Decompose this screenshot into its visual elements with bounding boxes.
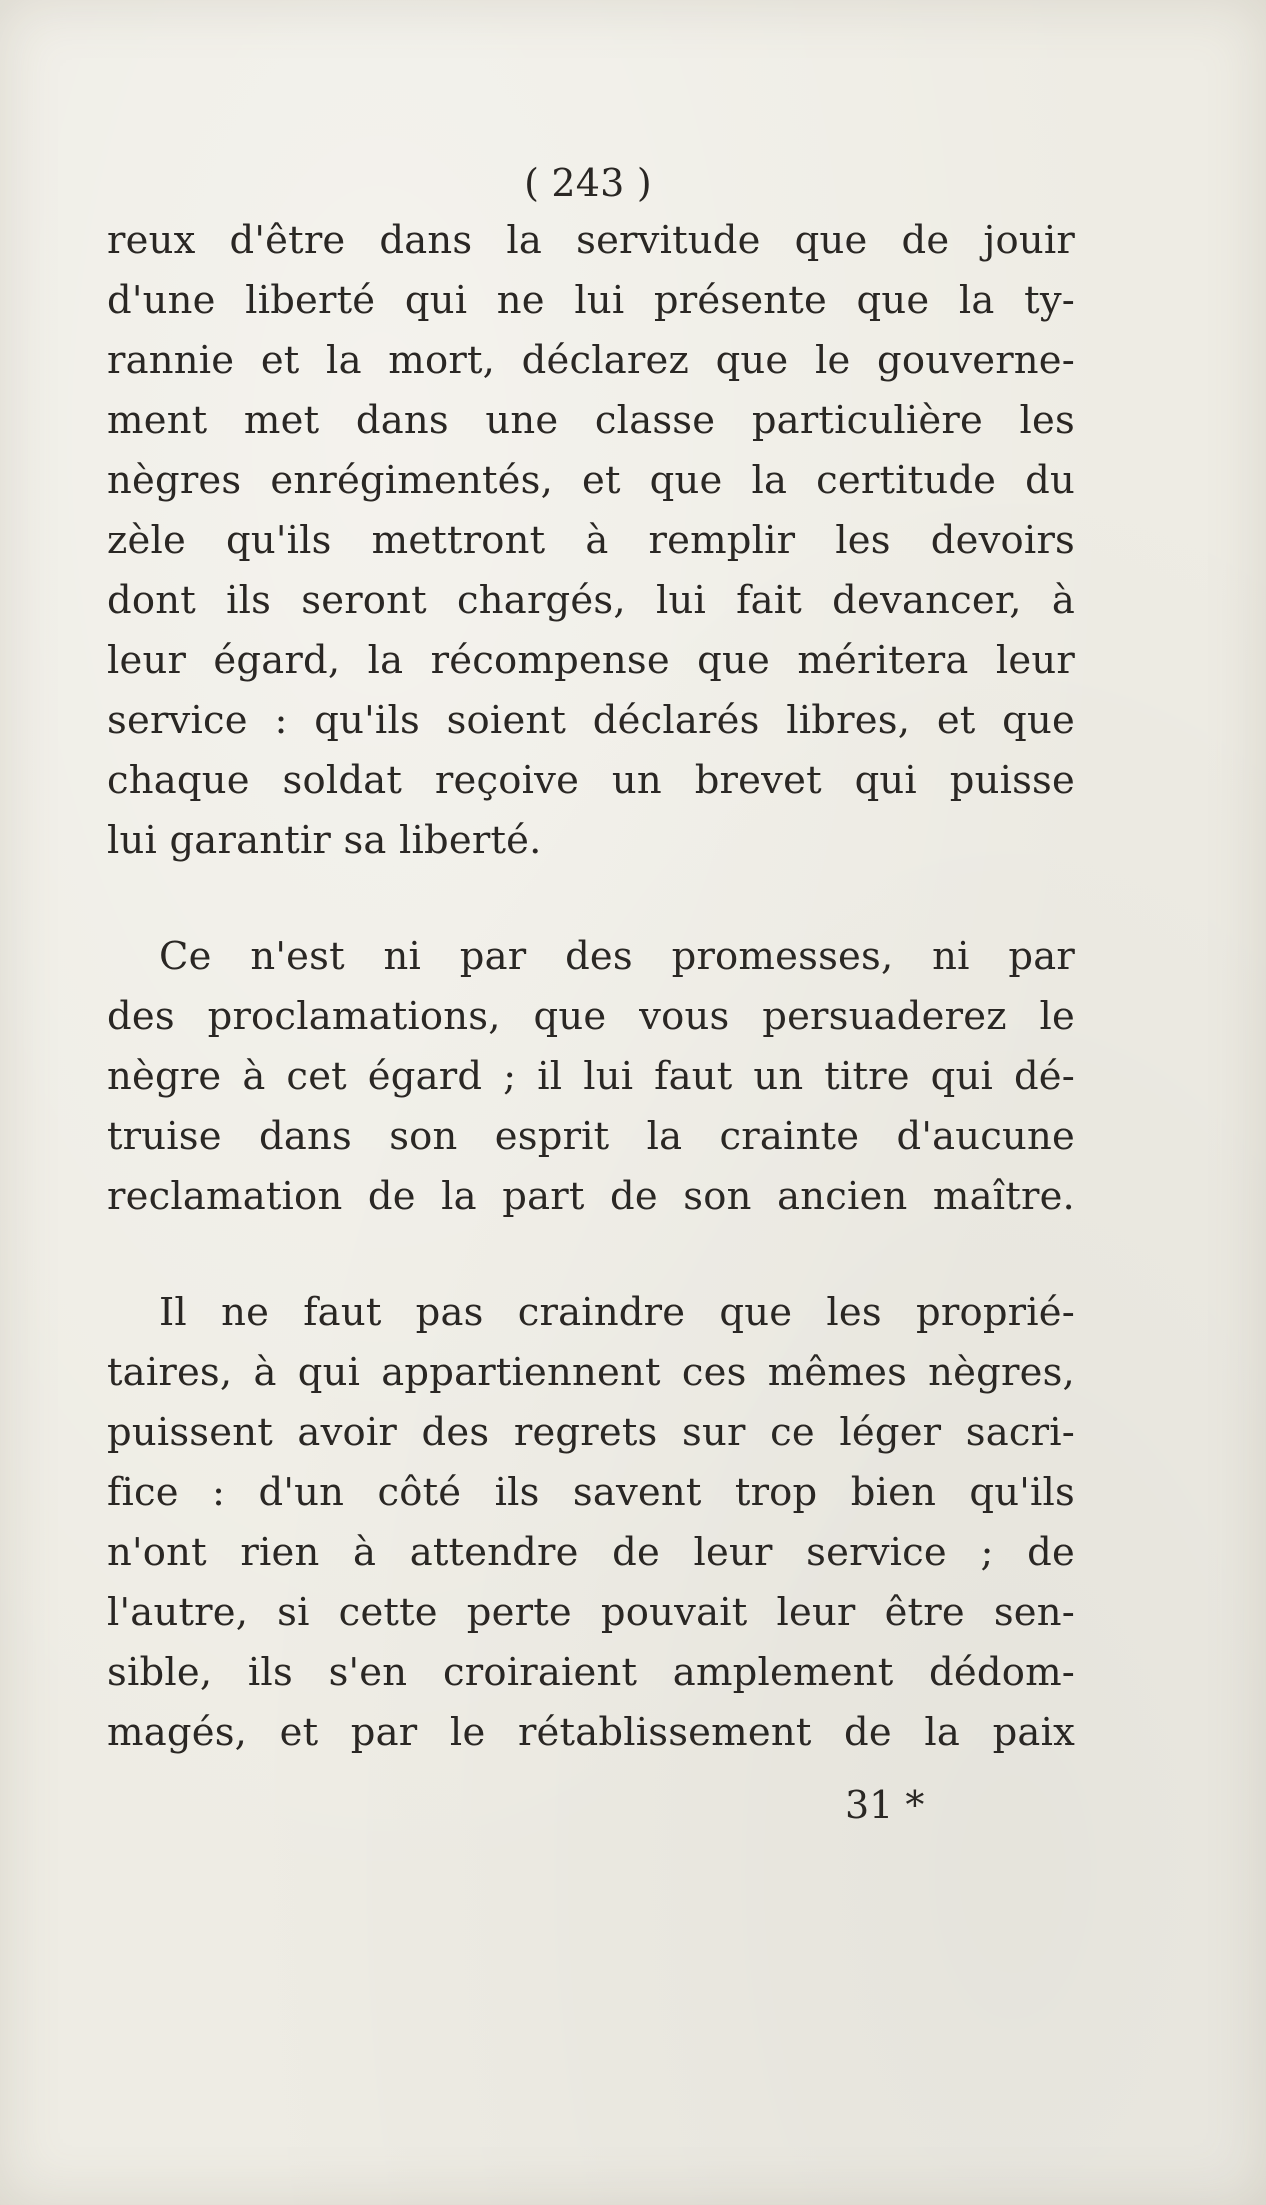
text-line: nègres enrégimentés, et que la certitude du: [107, 458, 1075, 503]
text-line: des proclamations, que vous persuaderez le: [107, 994, 1075, 1039]
text-line: d'une liberté qui ne lui présente que la ty-: [107, 278, 1075, 323]
text-line: nègre à cet égard ; il lui faut un titre qui dé-: [107, 1054, 1075, 1099]
text-line: truise dans son esprit la crainte d'aucune: [107, 1114, 1075, 1159]
text-line: taires, à qui appartiennent ces mêmes nègres,: [107, 1350, 1075, 1395]
page-text-block: [107, 155, 1075, 1763]
text-line: sible, ils s'en croiraient amplement dédom-: [107, 1650, 1075, 1695]
paragraph-1: [107, 211, 1075, 871]
text-line: zèle qu'ils mettront à remplir les devoirs: [107, 518, 1075, 563]
text-line: n'ont rien à attendre de leur service ; de: [107, 1530, 1075, 1575]
page-number: ( 243 ): [524, 161, 652, 205]
text-line: reclamation de la part de son ancien maître.: [107, 1174, 1075, 1219]
text-line: chaque soldat reçoive un brevet qui puisse: [107, 758, 1075, 803]
text-line: rannie et la mort, déclarez que le gouverne-: [107, 338, 1075, 383]
text-line: Ce n'est ni par des promesses, ni par: [159, 934, 1075, 979]
text-line: puissent avoir des regrets sur ce léger sacri-: [107, 1410, 1075, 1455]
text-line: lui garantir sa liberté.: [107, 818, 542, 863]
signature-mark: 31 *: [845, 1783, 925, 1827]
text-line: l'autre, si cette perte pouvait leur être sen-: [107, 1590, 1075, 1635]
text-line: dont ils seront chargés, lui fait devancer, à: [107, 578, 1075, 623]
paragraph-gap: [107, 1227, 1075, 1283]
paragraph-2: [107, 927, 1075, 1227]
paragraph-3: [107, 1283, 1075, 1763]
text-line: leur égard, la récompense que méritera leur: [107, 638, 1075, 683]
text-line: service : qu'ils soient déclarés libres, et que: [107, 698, 1075, 743]
text-line: reux d'être dans la servitude que de jouir: [107, 218, 1075, 263]
paragraph-gap: [107, 871, 1075, 927]
text-line: Il ne faut pas craindre que les proprié-: [159, 1290, 1075, 1335]
text-line: fice : d'un côté ils savent trop bien qu'ils: [107, 1470, 1075, 1515]
text-line: ment met dans une classe particulière les: [107, 398, 1075, 443]
text-line: magés, et par le rétablissement de la paix: [107, 1710, 1075, 1755]
